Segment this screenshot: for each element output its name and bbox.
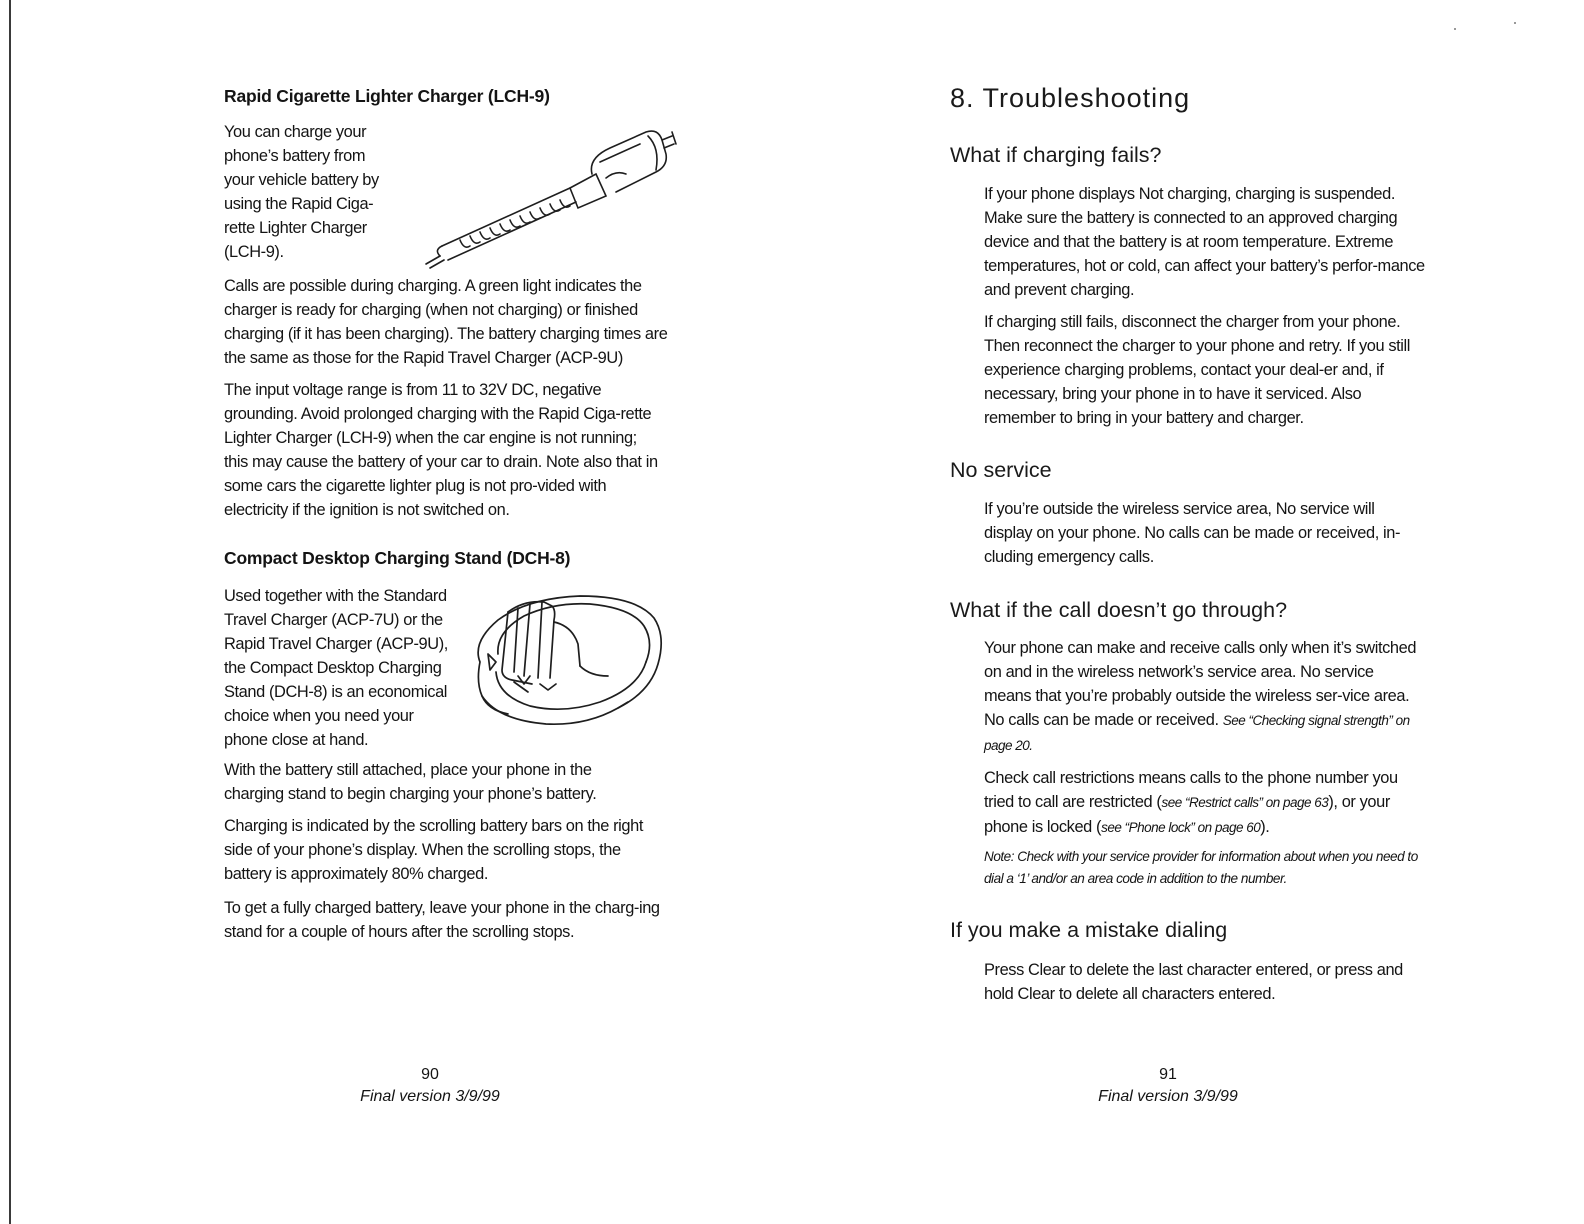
- page-number: 91: [1159, 1066, 1177, 1083]
- cross-reference: See “Checking signal strength” on page 20.: [984, 713, 1410, 753]
- dch8-intro: [224, 584, 474, 752]
- dch8-intro-line: Travel Charger (ACP-7U) or the: [224, 611, 443, 629]
- call-fails-note: Note: Check with your service provider for information about when you need to dial a ‘1’ and/or an area code in addition to the number.: [984, 849, 1418, 886]
- call-fails-text: ).: [1260, 818, 1270, 836]
- lch9-intro: [224, 120, 424, 264]
- lch9-intro-line: rette Lighter Charger: [224, 219, 367, 237]
- lch9-heading: Rapid Cigarette Lighter Charger (LCH-9): [224, 86, 550, 106]
- call-fails-paragraph-2: [984, 766, 1424, 840]
- dch8-paragraph-2: Charging is indicated by the scrolling battery bars on the right side of your phone’s display. When the scrolling stops, the battery is approximately 80% charged.: [224, 817, 644, 883]
- call-fails-text: Check call restrictions means calls to the phone number you tried to call are restricted (: [984, 769, 1398, 811]
- scan-speck: [1514, 22, 1516, 24]
- dch8-paragraph-3: To get a fully charged battery, leave your phone in the charg-ing stand for a couple of hours after the scrolling stops.: [224, 899, 660, 941]
- section-title-no-service: No service: [950, 458, 1052, 482]
- version-label: Final version 3/9/99: [360, 1088, 500, 1105]
- right-page-footer: [772, 1066, 1564, 1106]
- dch8-intro-line: choice when you need your: [224, 707, 414, 725]
- dch8-intro-line: Stand (DCH-8) is an economical: [224, 683, 448, 701]
- scan-speck: [1454, 28, 1456, 30]
- dch8-intro-line: the Compact Desktop Charging: [224, 659, 442, 677]
- binding-edge-line: [9, 0, 11, 1224]
- lch9-paragraph-1: Calls are possible during charging. A green light indicates the charger is ready for charging (when not charging) or finished charging (if it has been charging). The battery charging times are the same as those for the Rapid Travel Charger (ACP-9U): [224, 277, 668, 367]
- lch9-intro-line: using the Rapid Ciga-: [224, 195, 374, 213]
- version-label: Final version 3/9/99: [1098, 1088, 1238, 1105]
- lch9-intro-line: phone’s battery from: [224, 147, 366, 165]
- call-fails-text: Your phone can make and receive calls only when it’s switched on and in the wireless network’s service area. No service means that you’re probably outside the wireless ser-vice area. No calls can be made or received.: [984, 639, 1417, 729]
- lch9-paragraph-2: The input voltage range is from 11 to 32V DC, negative grounding. Avoid prolonged charging with the Rapid Ciga-rette Lighter Charger (LCH-9) when the car engine is not running; this may cause the battery of your car to drain. Note also that in some cars the cigarette lighter plug is not pro-vided with electricity if the ignition is not switched on.: [224, 381, 658, 519]
- dch8-intro-line: Rapid Travel Charger (ACP-9U),: [224, 635, 448, 653]
- chapter-title: 8. Troubleshooting: [950, 83, 1191, 113]
- left-page-footer: [34, 1066, 826, 1106]
- dch8-paragraph-1: With the battery still attached, place your phone in the charging stand to begin charging your phone’s battery.: [224, 761, 597, 803]
- dch8-intro-line: phone close at hand.: [224, 731, 369, 749]
- charging-fails-paragraph-1: If your phone displays Not charging, charging is suspended. Make sure the battery is connected to an approved charging device and that the battery is at room temperature. Extreme temperatures, hot or cold, can affect your battery’s perfor-mance and prevent charging.: [984, 185, 1425, 299]
- lch9-intro-line: (LCH-9).: [224, 243, 284, 261]
- cross-reference: see “Phone lock” on page 60: [1101, 820, 1261, 835]
- section-title-call-fails: What if the call doesn’t go through?: [950, 598, 1288, 622]
- lch9-intro-line: your vehicle battery by: [224, 171, 379, 189]
- charging-fails-paragraph-2: If charging still fails, disconnect the charger from your phone. Then reconnect the charger to your phone and retry. If you still experience charging problems, contact your deal-er and, if necessary, bring your phone in to have it serviced. Also remember to bring in your battery and charger.: [984, 313, 1410, 427]
- cross-reference: see “Restrict calls” on page 63: [1161, 795, 1329, 810]
- dch8-heading: Compact Desktop Charging Stand (DCH-8): [224, 548, 571, 568]
- section-title-charging-fails: What if charging fails?: [950, 143, 1162, 167]
- no-service-paragraph: If you’re outside the wireless service area, No service will display on your phone. No calls can be made or received, in-cluding emergency calls.: [984, 500, 1401, 566]
- mistake-dialing-paragraph: Press Clear to delete the last character entered, or press and hold Clear to delete all characters entered.: [984, 961, 1403, 1003]
- call-fails-text: ), or your phone is locked (: [984, 793, 1390, 836]
- dch8-intro-line: Used together with the Standard: [224, 587, 447, 605]
- call-fails-paragraph-1: [984, 636, 1424, 758]
- cigarette-lighter-charger-illustration: [420, 118, 680, 270]
- page-number: 90: [421, 1066, 439, 1083]
- desktop-charging-stand-illustration: [468, 592, 668, 732]
- lch9-intro-line: You can charge your: [224, 123, 367, 141]
- section-title-mistake-dialing: If you make a mistake dialing: [950, 918, 1228, 942]
